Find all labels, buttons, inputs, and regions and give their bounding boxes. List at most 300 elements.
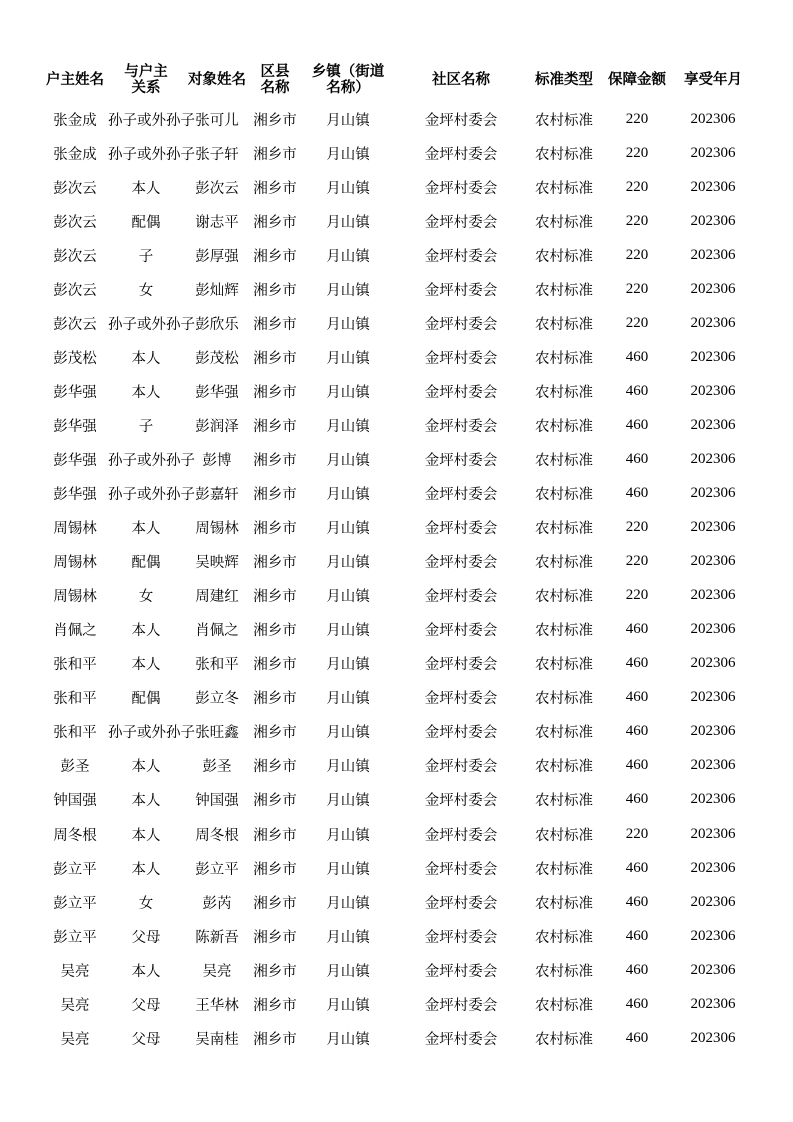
cell-recipient-name: 彭次云 [195, 180, 239, 197]
relationship-text: 父母 [131, 929, 161, 946]
relationship-text: 本人 [131, 657, 161, 674]
cell-relationship [108, 272, 184, 306]
cell-township: 月山镇 [326, 963, 370, 980]
cell-county: 湘乡市 [253, 214, 297, 231]
table-row [42, 715, 754, 749]
table-row [42, 885, 754, 919]
cell-community: 金坪村委会 [424, 1031, 498, 1048]
table-row [42, 136, 754, 170]
cell-period: 202306 [690, 416, 736, 433]
cell-standard-type: 农村标准 [535, 180, 593, 197]
cell-township: 月山镇 [326, 725, 370, 742]
cell-recipient-name: 张旺鑫 [195, 725, 239, 742]
cell-amount: 460 [625, 382, 649, 399]
cell-amount: 460 [625, 927, 649, 944]
cell-township: 月山镇 [326, 452, 370, 469]
relationship-text: 配偶 [131, 691, 161, 708]
cell-relationship [108, 817, 184, 851]
cell-county: 湘乡市 [253, 895, 297, 912]
cell-recipient-name: 彭立平 [195, 861, 239, 878]
cell-relationship [108, 102, 195, 136]
cell-relationship [108, 851, 184, 885]
table-row [42, 987, 754, 1021]
cell-recipient-name: 彭博 [202, 452, 232, 469]
cell-township: 月山镇 [326, 861, 370, 878]
header-standard-type: 标准类型 [535, 72, 593, 88]
cell-amount: 220 [625, 246, 649, 263]
cell-amount: 460 [625, 450, 649, 467]
header-row [42, 58, 754, 102]
cell-recipient-name: 谢志平 [195, 214, 239, 231]
header-community: 社区名称 [432, 72, 490, 88]
table-row [42, 204, 754, 238]
table-row [42, 851, 754, 885]
table-row [42, 613, 754, 647]
cell-standard-type: 农村标准 [535, 555, 593, 572]
cell-community: 金坪村委会 [424, 384, 498, 401]
cell-amount: 220 [625, 519, 649, 536]
cell-standard-type: 农村标准 [535, 418, 593, 435]
relationship-text: 本人 [131, 623, 161, 640]
table-body [42, 102, 754, 1055]
cell-relationship [108, 442, 195, 476]
cell-county: 湘乡市 [253, 555, 297, 572]
table-row [42, 170, 754, 204]
cell-county: 湘乡市 [253, 997, 297, 1014]
cell-householder-name: 周锡林 [53, 521, 97, 538]
cell-township: 月山镇 [326, 112, 370, 129]
cell-householder-name: 彭立平 [53, 929, 97, 946]
cell-standard-type: 农村标准 [535, 316, 593, 333]
table-row [42, 477, 754, 511]
cell-community: 金坪村委会 [424, 793, 498, 810]
cell-amount: 220 [625, 553, 649, 570]
cell-county: 湘乡市 [253, 759, 297, 776]
table-row [42, 340, 754, 374]
cell-period: 202306 [690, 450, 736, 467]
cell-amount: 460 [625, 348, 649, 365]
header-county: 区县 名称 [260, 64, 290, 96]
cell-period: 202306 [690, 587, 736, 604]
cell-community: 金坪村委会 [424, 691, 498, 708]
cell-county: 湘乡市 [253, 418, 297, 435]
cell-householder-name: 吴亮 [60, 1031, 90, 1048]
cell-amount: 220 [625, 144, 649, 161]
table-row [42, 442, 754, 476]
cell-county: 湘乡市 [253, 861, 297, 878]
cell-period: 202306 [690, 519, 736, 536]
cell-community: 金坪村委会 [424, 112, 498, 129]
table-row [42, 511, 754, 545]
cell-county: 湘乡市 [253, 623, 297, 640]
cell-period: 202306 [690, 144, 736, 161]
cell-relationship [108, 511, 184, 545]
cell-county: 湘乡市 [253, 282, 297, 299]
cell-amount: 220 [625, 110, 649, 127]
relationship-text: 女 [138, 282, 154, 299]
cell-amount: 460 [625, 961, 649, 978]
cell-standard-type: 农村标准 [535, 963, 593, 980]
cell-township: 月山镇 [326, 418, 370, 435]
cell-recipient-name: 彭芮 [202, 895, 232, 912]
cell-householder-name: 彭立平 [53, 895, 97, 912]
cell-relationship [108, 647, 184, 681]
header-relationship: 与户主 关系 [124, 64, 168, 96]
cell-county: 湘乡市 [253, 589, 297, 606]
cell-relationship [108, 477, 195, 511]
cell-recipient-name: 吴映辉 [195, 555, 239, 572]
cell-relationship [108, 953, 184, 987]
cell-recipient-name: 周锡林 [195, 521, 239, 538]
relationship-text: 孙子或外孙子 [108, 146, 195, 163]
cell-county: 湘乡市 [253, 521, 297, 538]
cell-relationship [108, 374, 184, 408]
cell-county: 湘乡市 [253, 827, 297, 844]
cell-recipient-name: 彭立冬 [195, 691, 239, 708]
table-row [42, 953, 754, 987]
cell-householder-name: 彭立平 [53, 861, 97, 878]
cell-standard-type: 农村标准 [535, 657, 593, 674]
cell-community: 金坪村委会 [424, 521, 498, 538]
cell-amount: 460 [625, 655, 649, 672]
cell-period: 202306 [690, 825, 736, 842]
cell-relationship [108, 987, 184, 1021]
cell-recipient-name: 彭厚强 [195, 248, 239, 265]
cell-standard-type: 农村标准 [535, 1031, 593, 1048]
cell-standard-type: 农村标准 [535, 895, 593, 912]
cell-amount: 460 [625, 995, 649, 1012]
beneficiary-table [42, 58, 754, 1055]
relationship-text: 孙子或外孙子 [108, 487, 195, 504]
cell-recipient-name: 张可儿 [195, 112, 239, 129]
cell-township: 月山镇 [326, 487, 370, 504]
cell-householder-name: 钟国强 [53, 793, 97, 810]
cell-amount: 460 [625, 689, 649, 706]
cell-county: 湘乡市 [253, 180, 297, 197]
cell-township: 月山镇 [326, 929, 370, 946]
cell-period: 202306 [690, 178, 736, 195]
table-row [42, 749, 754, 783]
cell-township: 月山镇 [326, 1031, 370, 1048]
cell-amount: 460 [625, 1029, 649, 1046]
cell-relationship [108, 408, 184, 442]
cell-amount: 460 [625, 485, 649, 502]
cell-community: 金坪村委会 [424, 146, 498, 163]
cell-recipient-name: 张子轩 [195, 146, 239, 163]
cell-township: 月山镇 [326, 691, 370, 708]
cell-township: 月山镇 [326, 350, 370, 367]
relationship-text: 本人 [131, 861, 161, 878]
cell-amount: 220 [625, 212, 649, 229]
cell-township: 月山镇 [326, 180, 370, 197]
cell-amount: 220 [625, 314, 649, 331]
cell-standard-type: 农村标准 [535, 248, 593, 265]
cell-period: 202306 [690, 382, 736, 399]
table-row [42, 102, 754, 136]
cell-township: 月山镇 [326, 248, 370, 265]
relationship-text: 孙子或外孙子 [108, 112, 195, 129]
cell-standard-type: 农村标准 [535, 725, 593, 742]
cell-standard-type: 农村标准 [535, 146, 593, 163]
cell-standard-type: 农村标准 [535, 487, 593, 504]
relationship-text: 本人 [131, 963, 161, 980]
cell-relationship [108, 204, 184, 238]
cell-community: 金坪村委会 [424, 316, 498, 333]
cell-township: 月山镇 [326, 895, 370, 912]
cell-township: 月山镇 [326, 282, 370, 299]
cell-householder-name: 彭茂松 [53, 350, 97, 367]
relationship-text: 孙子或外孙子 [108, 452, 195, 469]
cell-community: 金坪村委会 [424, 487, 498, 504]
cell-standard-type: 农村标准 [535, 759, 593, 776]
cell-period: 202306 [690, 212, 736, 229]
cell-standard-type: 农村标准 [535, 452, 593, 469]
cell-recipient-name: 周建红 [195, 589, 239, 606]
cell-recipient-name: 吴亮 [202, 963, 232, 980]
cell-recipient-name: 彭润泽 [195, 418, 239, 435]
cell-relationship [108, 681, 184, 715]
cell-community: 金坪村委会 [424, 589, 498, 606]
table-row [42, 238, 754, 272]
cell-recipient-name: 钟国强 [195, 793, 239, 810]
relationship-text: 子 [138, 418, 154, 435]
cell-period: 202306 [690, 553, 736, 570]
cell-county: 湘乡市 [253, 929, 297, 946]
cell-community: 金坪村委会 [424, 725, 498, 742]
cell-community: 金坪村委会 [424, 827, 498, 844]
relationship-text: 配偶 [131, 214, 161, 231]
cell-householder-name: 张和平 [53, 691, 97, 708]
cell-community: 金坪村委会 [424, 861, 498, 878]
cell-community: 金坪村委会 [424, 759, 498, 776]
cell-community: 金坪村委会 [424, 180, 498, 197]
cell-standard-type: 农村标准 [535, 861, 593, 878]
cell-standard-type: 农村标准 [535, 282, 593, 299]
cell-householder-name: 张金成 [53, 146, 97, 163]
cell-period: 202306 [690, 689, 736, 706]
cell-standard-type: 农村标准 [535, 214, 593, 231]
cell-householder-name: 周锡林 [53, 589, 97, 606]
relationship-text: 孙子或外孙子 [108, 725, 195, 742]
cell-recipient-name: 彭茂松 [195, 350, 239, 367]
cell-householder-name: 吴亮 [60, 997, 90, 1014]
cell-community: 金坪村委会 [424, 555, 498, 572]
cell-standard-type: 农村标准 [535, 997, 593, 1014]
cell-householder-name: 张和平 [53, 657, 97, 674]
cell-community: 金坪村委会 [424, 963, 498, 980]
cell-township: 月山镇 [326, 589, 370, 606]
cell-recipient-name: 彭嘉轩 [195, 487, 239, 504]
cell-community: 金坪村委会 [424, 452, 498, 469]
cell-township: 月山镇 [326, 623, 370, 640]
cell-amount: 460 [625, 621, 649, 638]
cell-amount: 460 [625, 416, 649, 433]
cell-community: 金坪村委会 [424, 282, 498, 299]
cell-period: 202306 [690, 859, 736, 876]
cell-community: 金坪村委会 [424, 350, 498, 367]
cell-recipient-name: 彭灿辉 [195, 282, 239, 299]
cell-relationship [108, 613, 184, 647]
cell-community: 金坪村委会 [424, 657, 498, 674]
table-row [42, 817, 754, 851]
cell-relationship [108, 579, 184, 613]
subsidy-sheet [42, 58, 754, 1055]
cell-amount: 220 [625, 825, 649, 842]
cell-community: 金坪村委会 [424, 214, 498, 231]
cell-standard-type: 农村标准 [535, 929, 593, 946]
relationship-text: 本人 [131, 180, 161, 197]
table-row [42, 919, 754, 953]
cell-relationship [108, 749, 184, 783]
cell-period: 202306 [690, 280, 736, 297]
cell-amount: 460 [625, 791, 649, 808]
table-row [42, 306, 754, 340]
cell-householder-name: 彭华强 [53, 418, 97, 435]
table-row [42, 408, 754, 442]
cell-county: 湘乡市 [253, 691, 297, 708]
relationship-text: 本人 [131, 793, 161, 810]
header-householder-name: 户主姓名 [46, 72, 104, 88]
cell-period: 202306 [690, 961, 736, 978]
cell-relationship [108, 306, 195, 340]
cell-community: 金坪村委会 [424, 418, 498, 435]
cell-township: 月山镇 [326, 555, 370, 572]
cell-householder-name: 张和平 [53, 725, 97, 742]
cell-relationship [108, 340, 184, 374]
cell-county: 湘乡市 [253, 452, 297, 469]
cell-householder-name: 吴亮 [60, 963, 90, 980]
cell-county: 湘乡市 [253, 146, 297, 163]
cell-period: 202306 [690, 110, 736, 127]
cell-householder-name: 彭次云 [53, 316, 97, 333]
cell-relationship [108, 545, 184, 579]
cell-amount: 460 [625, 723, 649, 740]
cell-period: 202306 [690, 1029, 736, 1046]
relationship-text: 女 [138, 589, 154, 606]
table-row [42, 783, 754, 817]
cell-recipient-name: 张和平 [195, 657, 239, 674]
cell-relationship [108, 170, 184, 204]
cell-householder-name: 彭华强 [53, 384, 97, 401]
relationship-text: 孙子或外孙子 [108, 316, 195, 333]
cell-period: 202306 [690, 655, 736, 672]
cell-standard-type: 农村标准 [535, 384, 593, 401]
table-row [42, 647, 754, 681]
relationship-text: 配偶 [131, 555, 161, 572]
cell-householder-name: 张金成 [53, 112, 97, 129]
cell-county: 湘乡市 [253, 487, 297, 504]
cell-householder-name: 彭华强 [53, 487, 97, 504]
cell-community: 金坪村委会 [424, 895, 498, 912]
cell-township: 月山镇 [326, 521, 370, 538]
cell-period: 202306 [690, 485, 736, 502]
cell-township: 月山镇 [326, 657, 370, 674]
cell-county: 湘乡市 [253, 112, 297, 129]
relationship-text: 本人 [131, 521, 161, 538]
cell-standard-type: 农村标准 [535, 827, 593, 844]
relationship-text: 本人 [131, 350, 161, 367]
relationship-text: 女 [138, 895, 154, 912]
cell-period: 202306 [690, 723, 736, 740]
cell-community: 金坪村委会 [424, 623, 498, 640]
cell-county: 湘乡市 [253, 316, 297, 333]
cell-county: 湘乡市 [253, 384, 297, 401]
cell-standard-type: 农村标准 [535, 623, 593, 640]
cell-county: 湘乡市 [253, 725, 297, 742]
cell-period: 202306 [690, 995, 736, 1012]
cell-householder-name: 彭次云 [53, 282, 97, 299]
cell-householder-name: 彭次云 [53, 180, 97, 197]
cell-county: 湘乡市 [253, 248, 297, 265]
cell-community: 金坪村委会 [424, 929, 498, 946]
cell-township: 月山镇 [326, 759, 370, 776]
relationship-text: 父母 [131, 997, 161, 1014]
cell-amount: 220 [625, 178, 649, 195]
cell-period: 202306 [690, 791, 736, 808]
cell-recipient-name: 王华林 [195, 997, 239, 1014]
cell-relationship [108, 783, 184, 817]
cell-recipient-name: 肖佩之 [195, 623, 239, 640]
cell-period: 202306 [690, 893, 736, 910]
cell-county: 湘乡市 [253, 657, 297, 674]
cell-community: 金坪村委会 [424, 997, 498, 1014]
cell-amount: 220 [625, 280, 649, 297]
cell-householder-name: 彭次云 [53, 248, 97, 265]
cell-recipient-name: 吴南桂 [195, 1031, 239, 1048]
cell-recipient-name: 彭华强 [195, 384, 239, 401]
cell-householder-name: 彭次云 [53, 214, 97, 231]
header-township: 乡镇（街道 名称） [311, 64, 385, 96]
cell-standard-type: 农村标准 [535, 589, 593, 606]
cell-standard-type: 农村标准 [535, 521, 593, 538]
cell-householder-name: 周锡林 [53, 555, 97, 572]
table-row [42, 545, 754, 579]
cell-amount: 460 [625, 757, 649, 774]
cell-amount: 460 [625, 893, 649, 910]
cell-relationship [108, 885, 184, 919]
table-row [42, 272, 754, 306]
cell-standard-type: 农村标准 [535, 691, 593, 708]
relationship-text: 本人 [131, 384, 161, 401]
table-row [42, 681, 754, 715]
cell-community: 金坪村委会 [424, 248, 498, 265]
cell-recipient-name: 陈新吾 [195, 929, 239, 946]
cell-householder-name: 彭圣 [60, 759, 90, 776]
cell-standard-type: 农村标准 [535, 793, 593, 810]
cell-standard-type: 农村标准 [535, 350, 593, 367]
cell-householder-name: 彭华强 [53, 452, 97, 469]
header-period: 享受年月 [684, 72, 742, 88]
cell-period: 202306 [690, 757, 736, 774]
table-row [42, 579, 754, 613]
cell-relationship [108, 238, 184, 272]
cell-period: 202306 [690, 621, 736, 638]
cell-county: 湘乡市 [253, 1031, 297, 1048]
cell-township: 月山镇 [326, 146, 370, 163]
relationship-text: 父母 [131, 1031, 161, 1048]
cell-householder-name: 周冬根 [53, 827, 97, 844]
cell-county: 湘乡市 [253, 350, 297, 367]
cell-township: 月山镇 [326, 214, 370, 231]
table-row [42, 1021, 754, 1055]
cell-recipient-name: 彭圣 [202, 759, 232, 776]
cell-period: 202306 [690, 246, 736, 263]
cell-period: 202306 [690, 314, 736, 331]
cell-period: 202306 [690, 348, 736, 365]
relationship-text: 本人 [131, 759, 161, 776]
table-row [42, 374, 754, 408]
cell-householder-name: 肖佩之 [53, 623, 97, 640]
